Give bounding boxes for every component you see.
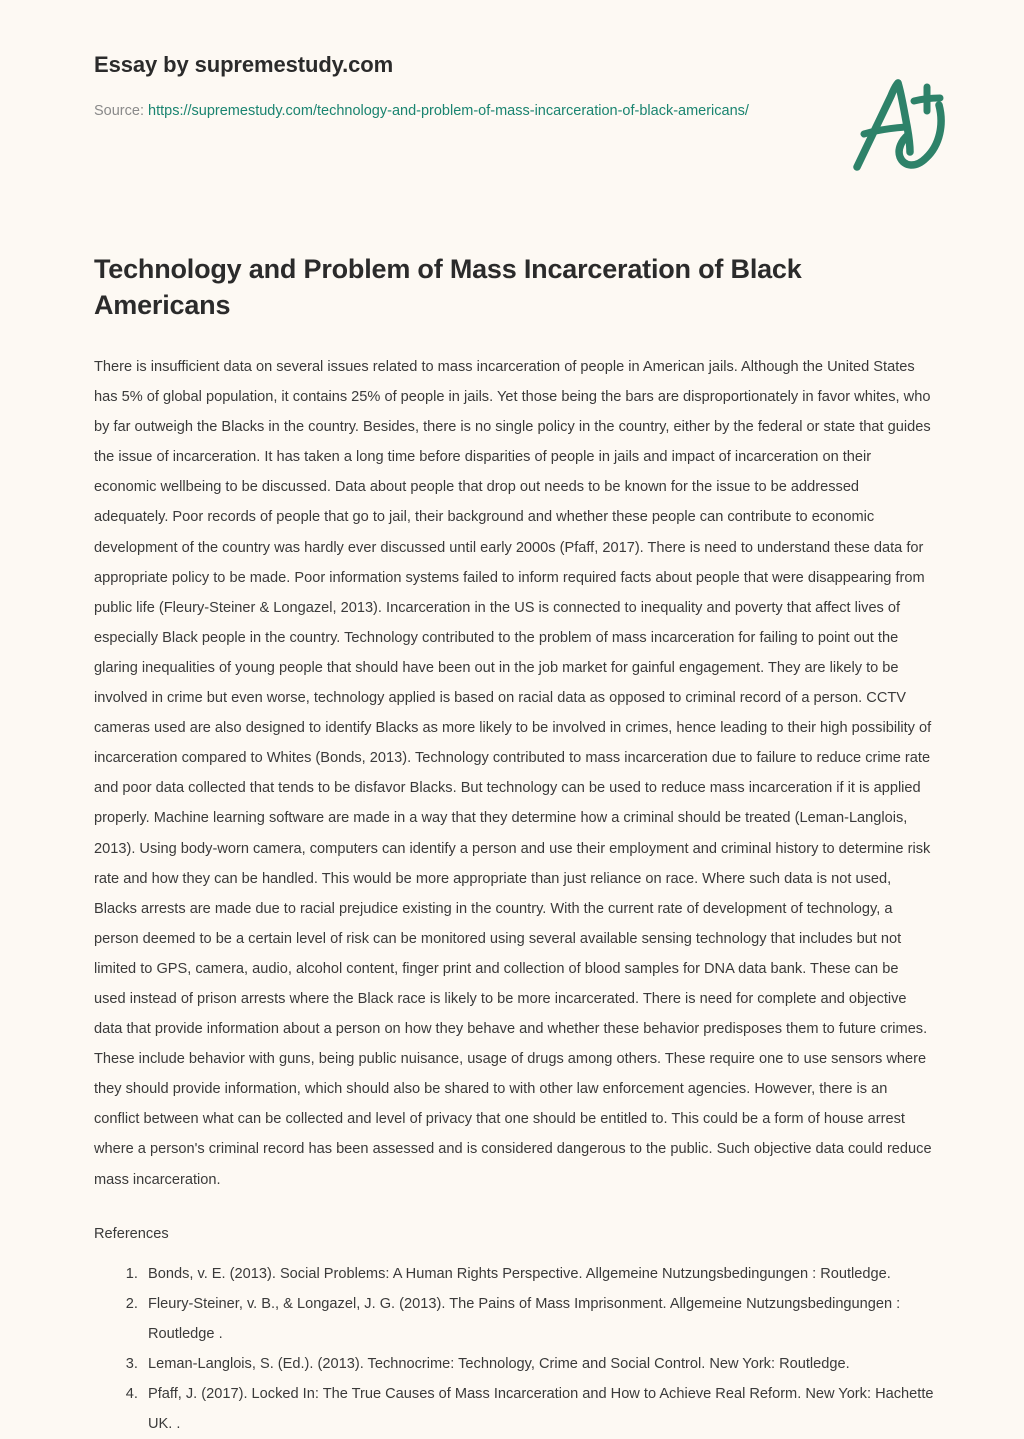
- references-list: [94, 1249, 934, 1439]
- a-plus-logo-icon: [844, 72, 952, 176]
- page-title: Technology and Problem of Mass Incarceration of Black Americans: [94, 254, 802, 320]
- reference-item: 2. Fleury-Steiner, v. B., & Longazel, J. G. (2013). The Pains of Mass Imprisonment. Allgemeine Nutzungsbedingungen : Routledge .: [142, 1289, 934, 1349]
- body-paragraph: There is insufficient data on several issues related to mass incarceration of people in American jails. Although the United States has 5% of global population, it contains 25% of people in jails. Yet those being the bars are disproportionately in favor whites, who by far outweigh the Blacks in the country. Besides, there is no single policy in the country, either by the federal or state that guides the issue of incarceration. It has taken a long time before disparities of people in jails and impact of incarceration on their economic wellbeing to be discussed. Data about people that drop out needs to be known for the issue to be addressed adequately. Poor records of people that go to jail, their background and whether these people can contribute to economic development of the country was hardly ever discussed until early 2000s (Pfaff, 2017). There is need to understand these data for appropriate policy to be made. Poor information systems failed to inform required facts about people that were disappearing from public life (Fleury-Steiner & Longazel, 2013). Incarceration in the US is connected to inequality and poverty that affect lives of especially Black people in the country. Technology contributed to the problem of mass incarceration for failing to point out the glaring inequalities of young people that should have been out in the job market for gainful engagement. They are likely to be involved in crime but even worse, technology applied is based on racial data as opposed to criminal record of a person. CCTV cameras used are also designed to identify Blacks as more likely to be involved in crimes, hence leading to their high possibility of incarceration compared to Whites (Bonds, 2013). Technology contributed to mass incarceration due to failure to reduce crime rate and poor data collected that tends to be disfavor Blacks. But technology can be used to reduce mass incarceration if it is applied properly. Machine learning software are made in a way that they determine how a criminal should be treated (Leman-Langlois, 2013). Using body-worn camera, computers can identify a person and use their employment and criminal history to determine risk rate and how they can be handled. This would be more appropriate than just reliance on race. Where such data is not used, Blacks arrests are made due to racial prejudice existing in the country. With the current rate of development of technology, a person deemed to be a certain level of risk can be monitored using several available sensing technology that includes but not limited to GPS, camera, audio, alcohol content, finger print and collection of blood samples for DNA data bank. These can be used instead of prison arrests where the Black race is likely to be more incarcerated. There is need for complete and objective data that provide information about a person on how they behave and whether these behavior predisposes them to future crimes. These include behavior with guns, being public nuisance, usage of drugs among others. These require one to use sensors where they should provide information, which should also be shared to with other law enforcement agencies. However, there is an conflict between what can be collected and level of privacy that one should be entitled to. This could be a form of house arrest where a person's criminal record has been assessed and is considered dangerous to the public. Such objective data could reduce mass incarceration.: [94, 359, 932, 1188]
- source-line: [94, 78, 754, 123]
- source-label: Source:: [94, 103, 144, 120]
- reference-item: 3. Leman-Langlois, S. (Ed.). (2013). Technocrime: Technology, Crime and Social Control. New York: Routledge.: [142, 1349, 934, 1379]
- reference-item: 1. Bonds, v. E. (2013). Social Problems: A Human Rights Perspective. Allgemeine Nutzungsbedingungen : Routledge.: [142, 1259, 934, 1289]
- source-url-link[interactable]: https://supremestudy.com/technology-and-problem-of-mass-incarceration-of-black-americans/: [148, 103, 749, 120]
- brand-title: Essay by supremestudy.com: [94, 52, 394, 77]
- document-body: [94, 352, 934, 1439]
- document-header: [94, 52, 930, 124]
- reference-item: 4. Pfaff, J. (2017). Locked In: The True Causes of Mass Incarceration and How to Achieve Real Reform. New York: Hachette UK. .: [142, 1379, 934, 1439]
- references-heading: References: [94, 1225, 169, 1242]
